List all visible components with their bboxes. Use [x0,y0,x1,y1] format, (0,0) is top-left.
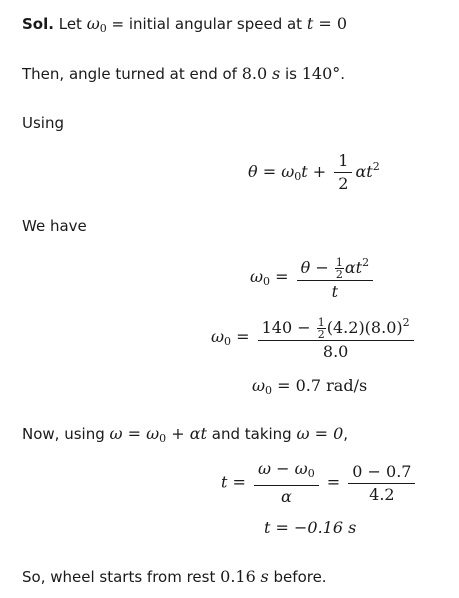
eq2-half [335,257,344,280]
eq2-num-a: θ − [300,258,334,277]
eq3-fraction [258,312,414,363]
equation-omega-rearranged [250,252,376,303]
time-value: 8.0 [241,64,268,83]
now-expr-c: ω = 0 [296,424,344,443]
angle-line [22,64,345,84]
eq3-sub: 0 [224,335,232,348]
eq4-omega: ω [252,376,266,395]
eq3-half [317,317,326,340]
eq3-numerator [258,312,414,341]
eq2-equals: = [270,267,294,286]
eq5-lhs: t = [221,472,252,492]
equation-time [221,458,418,508]
eq2-omega: ω [250,267,264,286]
eq2-num-b: αt [344,258,363,277]
eq3-num-sq: 2 [402,316,410,329]
we-have-label: We have [22,217,87,235]
now-expr-b: + αt [166,424,207,443]
eq5-frac2-den: 4.2 [369,484,395,504]
seconds-unit: s [271,64,281,83]
omega-subscript: 0 [99,22,107,35]
eq5-fraction-2 [348,461,415,506]
eq2-fraction [297,252,373,303]
intro-line [22,14,347,39]
eq3-num-a: 140 − [261,318,316,337]
eq4-rest: = 0.7 rad/s [272,376,368,395]
eq2-half-den: 2 [335,268,343,281]
eq5-frac2-num: 0 − 0.7 [348,461,415,484]
eq2-denominator: t [331,282,339,301]
now-sub: 0 [159,432,167,445]
eq5-frac1-num [254,458,319,486]
angle-text-b: is [280,65,302,83]
t-equals-zero: = 0 [313,14,348,33]
t-symbol: t [306,14,314,33]
sol-label: Sol. [22,15,54,33]
eq2-half-num: 1 [335,256,343,269]
eq3-denominator: 8.0 [322,342,349,361]
eq1-square: 2 [372,160,380,173]
eq3-half-den: 2 [317,328,325,341]
eq3-half-num: 1 [317,316,325,329]
eq1-half-fraction [334,150,352,195]
now-using-line [22,424,348,449]
equation-omega-result [252,376,367,397]
using-label: Using [22,114,64,132]
conclusion-text-b: before. [268,568,327,586]
angle-dot: . [340,65,346,83]
eq2-num-sq: 2 [362,256,370,269]
conclusion-value: 0.16 [220,567,256,586]
eq5-frac1-sub: 0 [307,467,315,480]
now-text-c: , [343,425,349,443]
eq5-fraction-1 [254,458,319,508]
eq1-alpha-t: αt [355,162,373,181]
equation-time-result: t = −0.16 s [264,518,357,537]
omega-symbol: ω [86,14,100,33]
conclusion-text-a: So, wheel starts from rest [22,568,221,586]
intro-text-b: = initial angular speed at [106,15,307,33]
now-expr-a: ω = ω [109,424,160,443]
conclusion-unit: s [260,567,269,586]
eq1-sub: 0 [294,170,302,183]
eq1-frac-den: 2 [338,174,349,193]
now-text-b: and taking [206,425,297,443]
eq4-sub: 0 [265,384,273,397]
eq3-equals: = [231,327,255,346]
eq3-num-b: (4.2)(8.0) [326,318,403,337]
eq2-numerator [297,252,373,281]
now-text-a: Now, using [22,425,110,443]
eq5-equals: = [321,472,346,492]
intro-text-a: Let [53,15,87,33]
eq5-frac1-num-a: ω − ω [258,459,308,478]
equation-omega-substituted [211,312,417,363]
eq2-sub: 0 [263,275,271,288]
eq3-omega: ω [211,327,225,346]
conclusion-line [22,567,327,587]
eq1-lhs: θ = ω [248,162,295,181]
angle-text-a: Then, angle turned at end of [22,65,242,83]
equation-kinematics [248,150,380,195]
eq5-frac1-den: α [280,487,292,506]
eq1-mid: t + [301,162,332,181]
angle-value: 140° [301,64,341,83]
eq1-frac-num: 1 [334,150,352,173]
